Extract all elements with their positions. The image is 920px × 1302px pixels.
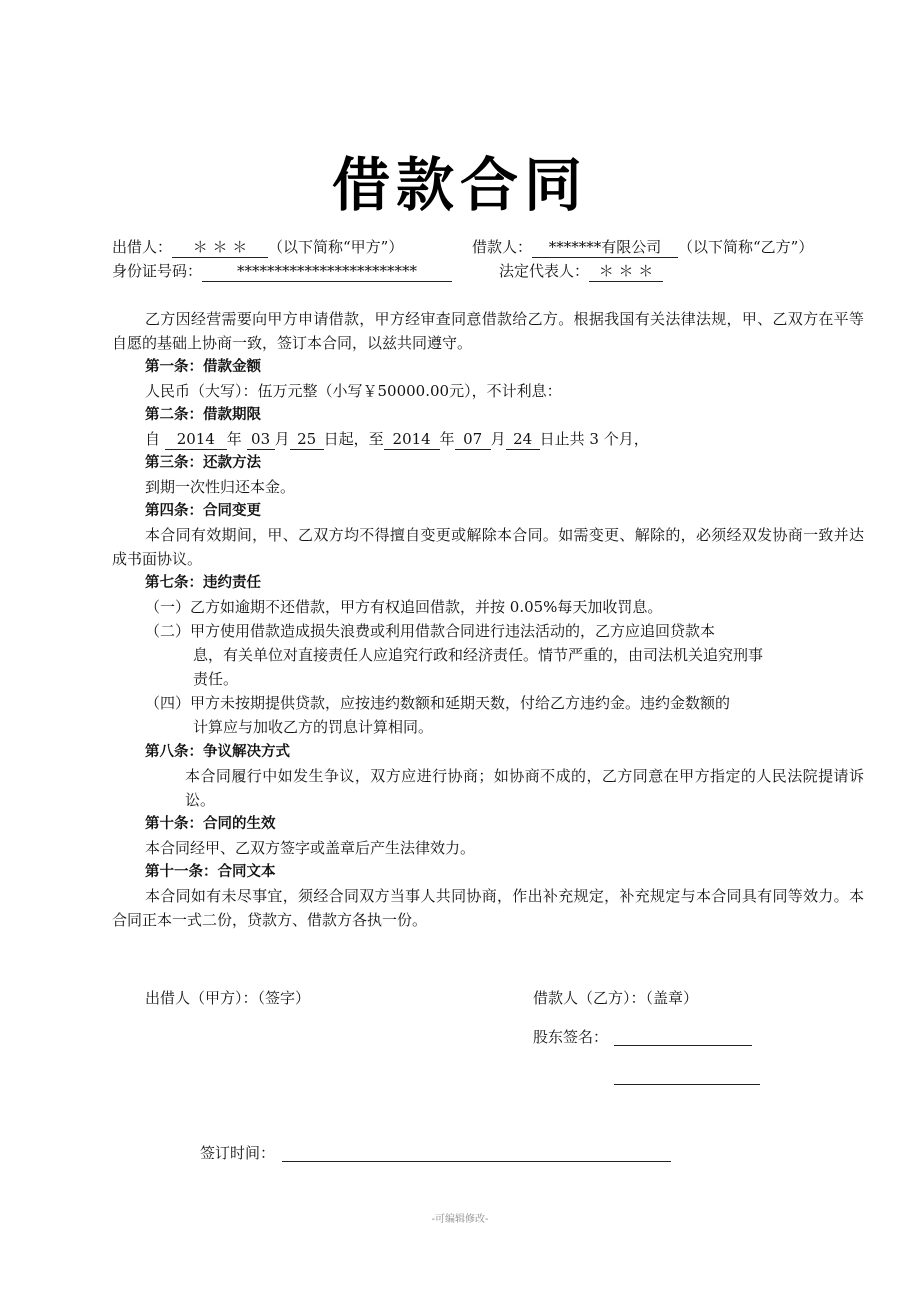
section-4-heading: 第四条：合同变更 <box>145 503 261 519</box>
borrower-value: *******有限公司 <box>532 237 678 258</box>
start-year: 2014 <box>165 429 227 450</box>
intro-paragraph: 乙方因经营需要向甲方申请借款，甲方经审查同意借款给乙方。根据我国有关法律法规，甲、乙双方在平等自愿的基础上协商一致，签订本合同，以兹共同遵守。 <box>112 310 864 352</box>
year-unit-2: 年 <box>439 430 455 448</box>
section-11-text: 本合同如有未尽事宜，须经合同双方当事人共同协商，作出补充规定，补充规定与本合同具有同等效力。本合同正本一式二份，贷款方、借款方各执一份。 <box>112 887 864 929</box>
section-1-text: 人民币（大写）：伍万元整（小写￥50000.00元），不计利息： <box>145 382 562 400</box>
section-8-heading: 第八条：争议解决方式 <box>145 744 290 760</box>
breach-item-4-line-1: （四）甲方未按期提供贷款，应按违约数额和延期天数，付给乙方违约金。违约金数额的 <box>145 694 731 712</box>
term-tail: 日止共 3 个月， <box>539 430 649 448</box>
lender-signature-label: 出借人（甲方）：（签字） <box>145 989 311 1007</box>
breach-item-2-line-2: 息，有关单位对直接责任人应追究行政和经济责任。情节严重的，由司法机关追究刑事 <box>193 646 764 664</box>
section-1-heading: 第一条：借款金额 <box>145 359 261 375</box>
borrower-suffix: （以下简称“乙方”） <box>678 238 814 256</box>
borrower-seal-label: 借款人（乙方）：（盖章） <box>533 989 699 1007</box>
term-mid: 日起，至 <box>323 430 384 448</box>
rep-value: ＊ ＊ ＊ <box>589 261 663 282</box>
section-3-heading: 第三条：还款方法 <box>145 455 261 471</box>
lender-label: 出借人： <box>112 238 173 256</box>
breach-item-4-line-2: 计算应与加收乙方的罚息计算相同。 <box>193 718 434 736</box>
section-10-heading: 第十条：合同的生效 <box>145 816 276 832</box>
end-day: 24 <box>506 429 540 450</box>
document-title: 借款合同 <box>331 151 588 219</box>
section-3-text: 到期一次性归还本金。 <box>145 478 296 496</box>
borrower-line <box>472 235 813 259</box>
term-from: 自 <box>145 430 161 448</box>
sign-date-label: 签订时间： <box>200 1144 276 1162</box>
end-year: 2014 <box>384 429 440 450</box>
section-11-heading: 第十一条：合同文本 <box>145 864 276 880</box>
end-month: 07 <box>455 429 491 450</box>
year-unit: 年 <box>226 430 242 448</box>
shareholder-sign-line-1 <box>614 1045 752 1046</box>
lender-line <box>112 235 403 259</box>
breach-item-2-line-1: （二）甲方使用借款造成损失浪费或利用借款合同进行违法活动的，乙方应追回贷款本 <box>145 622 716 640</box>
shareholder-sign-label: 股东签名： <box>533 1028 609 1046</box>
rep-label: 法定代表人： <box>499 262 590 280</box>
section-10-text: 本合同经甲、乙双方签字或盖章后产生法律效力。 <box>145 839 476 857</box>
id-value: ************************ <box>202 261 452 282</box>
month-unit-2: 月 <box>490 430 506 448</box>
id-label: 身份证号码： <box>112 262 203 280</box>
breach-item-1: （一）乙方如逾期不还借款，甲方有权追回借款，并按 0.05%每天加收罚息。 <box>145 598 663 616</box>
start-day: 25 <box>290 429 324 450</box>
loan-term-line <box>145 427 649 451</box>
lender-suffix: （以下简称“甲方”） <box>268 238 404 256</box>
section-7-heading: 第七条：违约责任 <box>145 575 261 591</box>
section-8-text: 本合同履行中如发生争议，双方应进行协商；如协商不成的，乙方同意在甲方指定的人民法院提请诉讼。 <box>185 767 864 809</box>
breach-item-2-line-3: 责任。 <box>193 670 239 688</box>
id-line <box>112 259 452 283</box>
shareholder-sign-line-2 <box>614 1084 760 1085</box>
lender-value: ＊ ＊ ＊ <box>172 237 268 258</box>
month-unit: 月 <box>274 430 290 448</box>
rep-line <box>499 259 663 283</box>
section-2-heading: 第二条：借款期限 <box>145 407 261 423</box>
section-4-text: 本合同有效期间，甲、乙双方均不得擅自变更或解除本合同。如需变更、解除的，必须经双发协商一致并达成书面协议。 <box>112 526 864 568</box>
footer-note: -可编辑修改- <box>431 1214 489 1225</box>
start-month: 03 <box>247 429 275 450</box>
borrower-label: 借款人： <box>472 238 533 256</box>
sign-date-line <box>282 1161 671 1162</box>
